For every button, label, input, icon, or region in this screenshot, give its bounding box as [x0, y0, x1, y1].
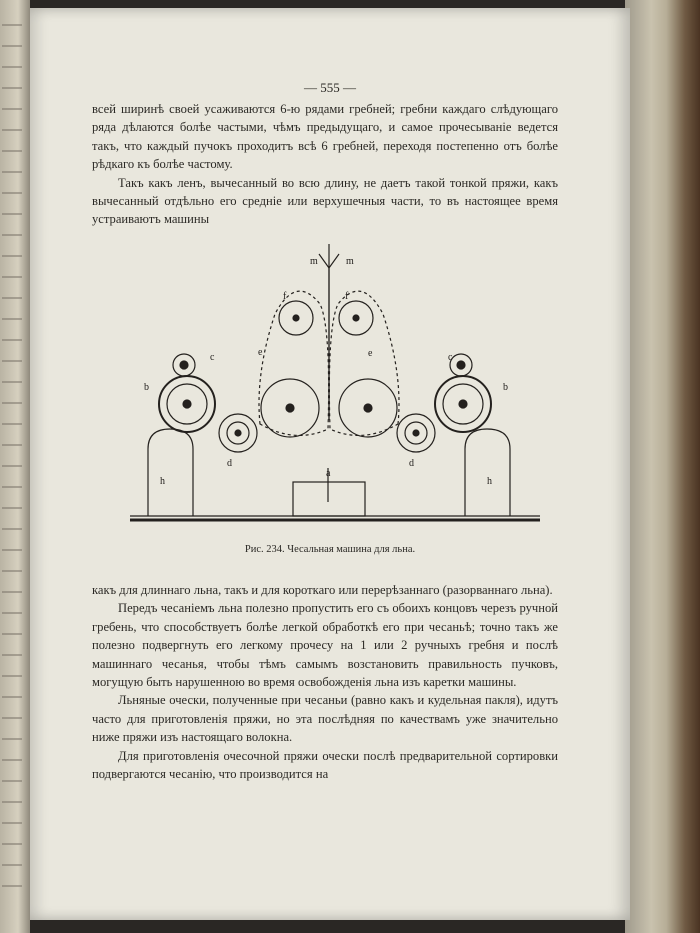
previous-page-text-line [2, 150, 22, 152]
previous-page-text-line [2, 822, 22, 824]
previous-page-text-line [2, 45, 22, 47]
svg-text:d: d [409, 458, 414, 469]
svg-text:e: e [258, 347, 263, 358]
paragraph: Передъ чесаніемъ льна полезно пропустить его съ обоихъ концовъ черезъ ручной гребень, что способствуетъ болѣе легкой обработкѣ его при чесаньѣ; точно такъ же полезно подвергнуть его легкому прочесу на 1 или 2 ручныхъ гребня и послѣ машиннаго чесанья, чтобы тѣмъ самымъ возстановить правильность пучковъ, могущую быть нарушенною во время освобожденія льна изъ каретки машины. [92, 601, 558, 690]
book-page [30, 8, 630, 920]
previous-page-text-line [2, 297, 22, 299]
svg-text:c: c [210, 352, 215, 363]
previous-page-text-line [2, 633, 22, 635]
previous-page-text-line [2, 780, 22, 782]
bottom-text-block [92, 581, 558, 783]
svg-text:b: b [503, 382, 508, 393]
previous-page-text-line [2, 360, 22, 362]
previous-page-edge [0, 0, 30, 933]
previous-page-text-line [2, 423, 22, 425]
svg-text:m: m [310, 256, 318, 267]
previous-page-text-line [2, 759, 22, 761]
paragraph: всей ширинѣ своей усаживаются 6-ю рядами гребней; гребни каждаго слѣдующаго ряда дѣлаются болѣе частыми, чѣмъ предыдущаго, и самое прочесываніе ведется такъ, что каждый пучокъ проходитъ всѣ 6 гребней, переходя постепенно отъ болѣе рѣдкаго къ болѣе частому. [92, 102, 558, 172]
previous-page-text-line [2, 381, 22, 383]
svg-text:a: a [326, 468, 331, 479]
previous-page-text-line [2, 402, 22, 404]
paragraph: Для приготовленія очесочной пряжи очески послѣ предварительной сортировки подвергаются чесанію, что производится на [92, 748, 558, 782]
svg-text:h: h [160, 476, 165, 487]
previous-page-text-line [2, 129, 22, 131]
previous-page-text-line [2, 528, 22, 530]
previous-page-text-line [2, 108, 22, 110]
svg-text:d: d [227, 458, 232, 469]
previous-page-text-line [2, 738, 22, 740]
previous-page-text-line [2, 66, 22, 68]
paragraph: какъ для длиннаго льна, такъ и для короткаго или перерѣзаннаго (разорваннаго льна). [92, 583, 553, 597]
book-page-stack [625, 0, 700, 933]
previous-page-text-line [2, 486, 22, 488]
previous-page-text-line [2, 654, 22, 656]
svg-text:h: h [487, 476, 492, 487]
previous-page-text-line [2, 318, 22, 320]
previous-page-text-line [2, 255, 22, 257]
previous-page-text-line [2, 696, 22, 698]
paragraph: Льняные очески, полученные при чесаньи (равно какъ и кудельная пакля), идутъ часто для приготовленія пряжи, но эта послѣдняя по качествамъ уже значительно ниже пряжи изъ настоящаго волокна. [92, 693, 558, 745]
previous-page-text-line [2, 885, 22, 887]
previous-page-text-line [2, 612, 22, 614]
previous-page-text-line [2, 507, 22, 509]
previous-page-text-line [2, 717, 22, 719]
paragraph: Такъ какъ ленъ, вычесанный во всю длину, не даетъ такой тонкой пряжи, какъ вычесанный отдѣльно его средніе или верхушечныя части, то въ настоящее время устраиваютъ машины [92, 175, 558, 227]
page-number: — 555 — [304, 80, 356, 95]
svg-text:m: m [346, 256, 354, 267]
previous-page-text-line [2, 843, 22, 845]
previous-page-text-line [2, 444, 22, 446]
previous-page-text-line [2, 675, 22, 677]
previous-page-text-line [2, 276, 22, 278]
previous-page-text-line [2, 864, 22, 866]
svg-text:b: b [144, 382, 149, 393]
svg-text:e: e [368, 348, 373, 359]
figure-caption: Рис. 234. Чесальная машина для льна. [244, 544, 416, 555]
previous-page-text-line [2, 24, 22, 26]
previous-page-text-line [2, 801, 22, 803]
top-text-block [92, 100, 558, 229]
previous-page-text-line [2, 192, 22, 194]
previous-page-text-line [2, 465, 22, 467]
flax-combing-machine-diagram [130, 244, 540, 529]
svg-text:c: c [448, 352, 453, 363]
previous-page-text-line [2, 213, 22, 215]
previous-page-text-line [2, 570, 22, 572]
svg-text:f: f [345, 291, 349, 302]
previous-page-text-line [2, 234, 22, 236]
svg-text:f: f [283, 291, 287, 302]
previous-page-text-line [2, 549, 22, 551]
previous-page-text-line [2, 591, 22, 593]
previous-page-text-line [2, 339, 22, 341]
previous-page-text-line [2, 87, 22, 89]
previous-page-text-line [2, 171, 22, 173]
